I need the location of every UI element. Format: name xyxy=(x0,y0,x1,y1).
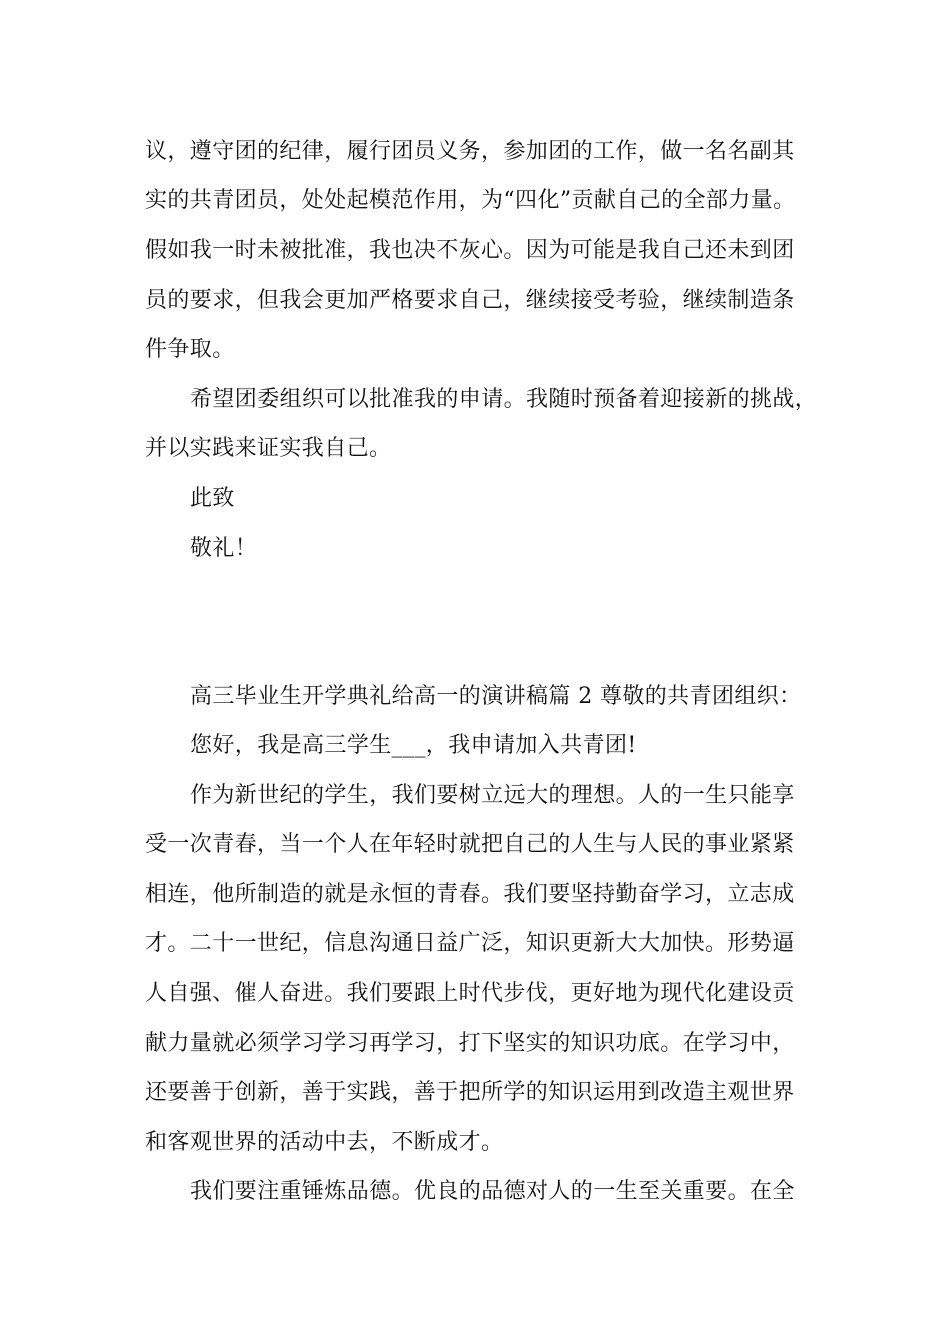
closing-line: 敬礼！ xyxy=(190,536,258,561)
paragraph-line: 件争取。 xyxy=(145,337,235,362)
paragraph-line: 假如我一时未被批准，我也决不灰心。因为可能是我自己还未到团 xyxy=(145,238,795,263)
paragraph-line: 作为新世纪的学生，我们要树立远大的理想。人的一生只能享 xyxy=(190,783,795,808)
paragraph-line: 和客观世界的活动中去，不断成才。 xyxy=(145,1130,504,1155)
paragraph-line: 希望团委组织可以批准我的申请。我随时预备着迎接新的挑战， xyxy=(190,387,818,412)
paragraph-line: 献力量就必须学习学习再学习，打下坚实的知识功底。在学习中， xyxy=(145,1031,795,1056)
paragraph-line: 并以实践来证实我自己。 xyxy=(145,436,392,461)
section-heading: 高三毕业生开学典礼给高一的演讲稿篇 2 尊敬的共青团组织： xyxy=(190,684,802,709)
paragraph-line: 议，遵守团的纪律，履行团员义务，参加团的工作，做一名名副其 xyxy=(145,139,795,164)
paragraph-line: 才。二十一世纪，信息沟通日益广泛，知识更新大大加快。形势逼 xyxy=(145,931,795,956)
closing-line: 此致 xyxy=(190,486,235,511)
paragraph-line: 我们要注重锤炼品德。优良的品德对人的一生至关重要。在全 xyxy=(190,1179,795,1204)
paragraph-line: 还要善于创新，善于实践，善于把所学的知识运用到改造主观世界 xyxy=(145,1080,795,1105)
greeting-line: 您好，我是高三学生___，我申请加入共青团! xyxy=(190,733,637,758)
paragraph-line: 受一次青春，当一个人在年轻时就把自己的人生与人民的事业紧紧 xyxy=(145,832,795,857)
paragraph-line: 人自强、催人奋进。我们要跟上时代步伐，更好地为现代化建设贡 xyxy=(145,981,795,1006)
paragraph-line: 员的要求，但我会更加严格要求自己，继续接受考验，继续制造条 xyxy=(145,288,795,313)
paragraph-line: 实的共青团员，处处起模范作用，为“四化”贡献自己的全部力量。 xyxy=(145,188,796,213)
paragraph-line: 相连，他所制造的就是永恒的青春。我们要坚持勤奋学习，立志成 xyxy=(145,882,795,907)
